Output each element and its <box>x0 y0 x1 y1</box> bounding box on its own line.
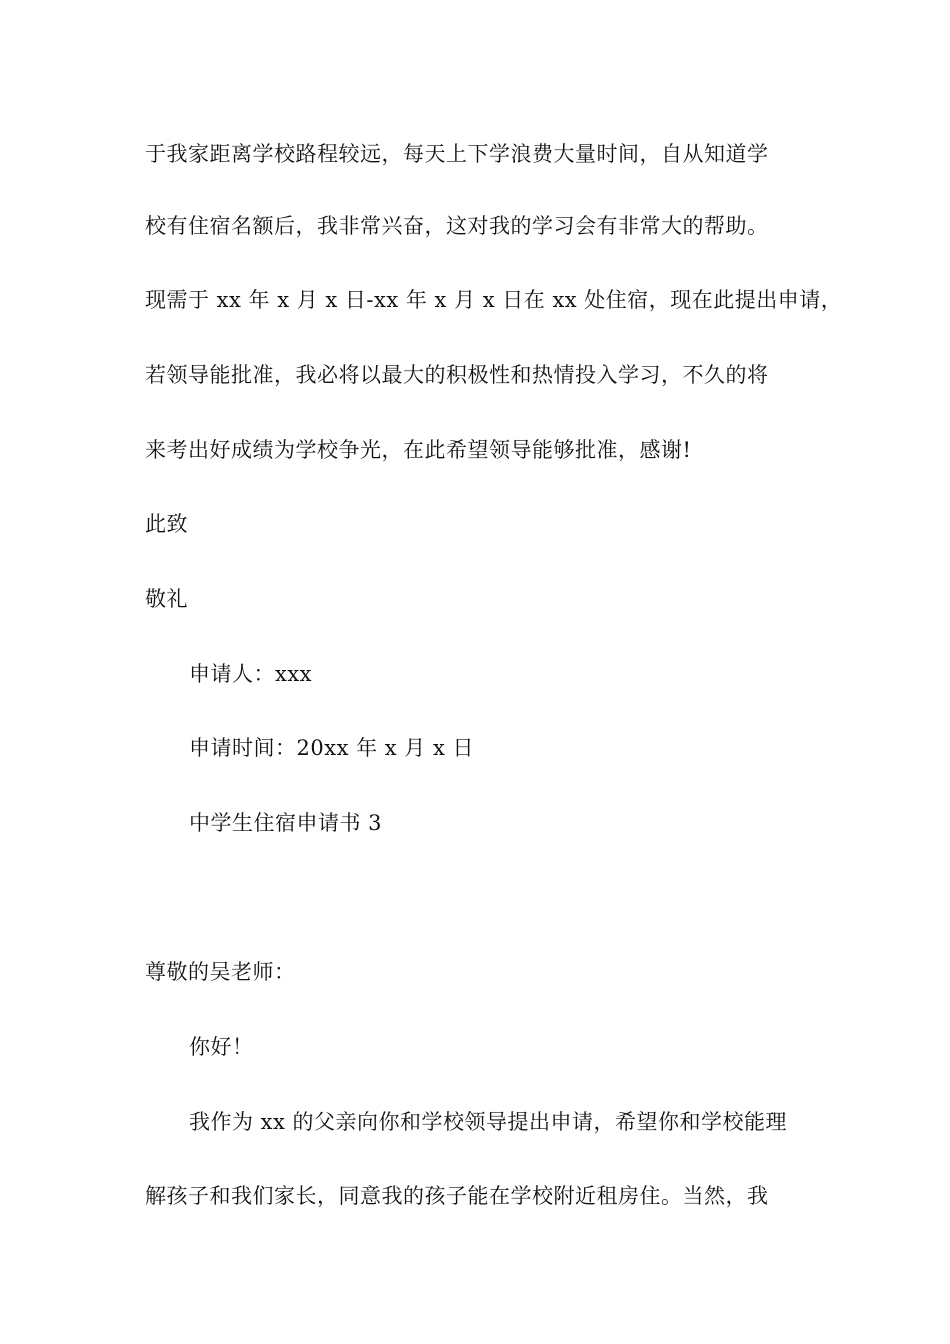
salutation: 尊敬的吴老师： <box>145 960 296 984</box>
apply-date-line: 申请时间：20xx 年 x 月 x 日 <box>189 736 474 760</box>
applicant-line: 申请人：xxx <box>189 662 313 686</box>
body-text-line: 我作为 xx 的父亲向你和学校领导提出申请，希望你和学校能理 <box>189 1110 788 1134</box>
body-text-line: 解孩子和我们家长，同意我的孩子能在学校附近租房住。当然，我 <box>145 1184 769 1208</box>
section-title: 中学生住宿申请书 3 <box>189 811 383 835</box>
closing-ci-zhi: 此致 <box>145 512 188 536</box>
body-text-line: 来考出好成绩为学校争光，在此希望领导能够批准，感谢! <box>145 438 692 462</box>
body-text-line: 校有住宿名额后，我非常兴奋，这对我的学习会有非常大的帮助。 <box>145 214 769 238</box>
body-text-line: 现需于 xx 年 x 月 x 日-xx 年 x 月 x 日在 xx 处住宿，现在此提出申请， <box>145 288 843 312</box>
closing-jing-li: 敬礼 <box>145 587 188 611</box>
body-text-line: 若领导能批准，我必将以最大的积极性和热情投入学习，不久的将 <box>145 363 769 387</box>
body-text-line: 于我家距离学校路程较远，每天上下学浪费大量时间，自从知道学 <box>145 142 769 166</box>
greeting: 你好！ <box>189 1035 254 1059</box>
